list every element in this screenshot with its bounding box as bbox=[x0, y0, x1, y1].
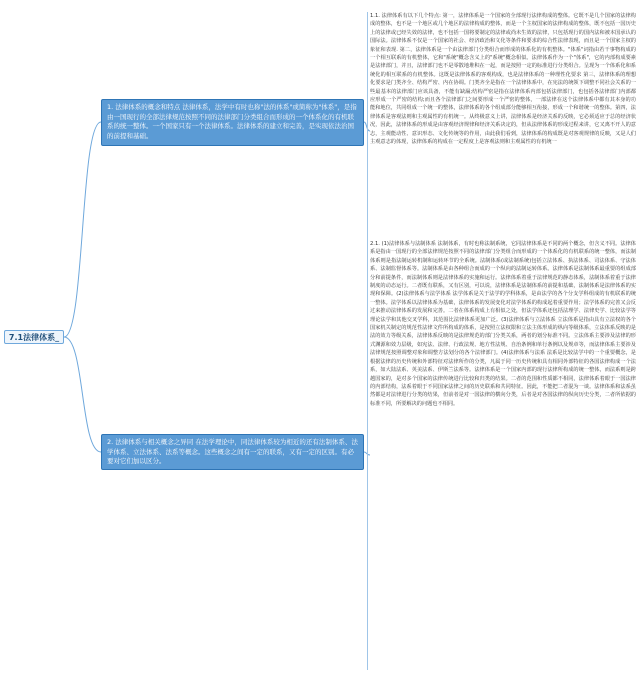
connector-root-branch-2 bbox=[64, 337, 101, 452]
root-node[interactable]: 7.1法律体系_ bbox=[4, 330, 64, 344]
leaf-1-bracket bbox=[367, 12, 368, 250]
leaf-node-features-detail[interactable]: 1.1. 法律体系有以下几个特点: 第一，法律体系是一个国家的全部现行法律构成的整体。它既不是几个国家的法律构成的整体，也不是一个地区或几个地区的法律构成的整体，而是一个主权国家的法律构成的整体，既不包括一国历史上的法律或已经失效的法律，也不包括一国将要制定的法律或尚未生效的法律，只包括现行的国内法和被本国承认的国际法。法律体系不仅是一个国家的社会、经济政治和文化等条件和要求的综合性法律表现，而且是一个国家主权的象征和表现. 第二，法律体系是一个由法律部门分类组合而形成的体系化的有机整体。"体系"词指由若干事物构成的一个相互联系的有机整体，它和"系统"概念含义上的"系统"概念相似。法律体系作为一个"体系"，它的内部构成要素是法律部门，并且，法律部门也不是零散地堆积在一起，而是按照一定的标准进行分类组合。呈现为一个体系化和系统化的相互联系的有机整体。这既是法律体系的客观构成，也是法律体系的一种理性化要求 第三，法律体系的理想化要求是门类齐全、结构严密、内在协调。门类齐全是指在一个法律体系中，在宪法的统领下调整不同社会关系的一些最基本的法律部门应该具备，不能有缺漏;结构严密是指在法律体系内部包括法律部门，也包括各法律部门内部都应形成一个严密的结构;而且各个法律部门之间要形成一个严密的整体，一部法律在这个法律体系中都有其本身的功能和地位，共同组成一个统一的整体，法律体系的各个组成部分能够相互衔接，形成一个和谐统一的整体。第四，法律体系是客观法则和主观属性的有机统一。从终极意义上讲，法律体系是经济关系的反映，它必须适应于总的经济状况，因此，法律体系的形成是由客观经济规律和经济关系决定的，但从法律体系的形成过程来讲，它又离不开人的意志，主观能动性、意识形态、文化传统等的作用，由此我们看到，法律体系的构成既是对客观规律的反映，又是人们主观意志的体现，法律体系的构成在一定程度上是客观法则和主观属性的有机统一 bbox=[370, 13, 636, 146]
connector-root-branch-1 bbox=[64, 122, 101, 337]
branch-node-concept-and-features[interactable]: 1. 法律体系的概念和特点 法律体系，法学中有时也称"法的体系"或简称为"体系"，是指由一国现行的全部法律规范按照不同的法律部门分类组合而形成的一个体系化的有机联系的统一整体。一个国家只有一个法律体系。法律体系的建立和完善，是实现依法治国的前提和基础。 bbox=[101, 99, 364, 146]
leaf-node-related-concepts-detail[interactable]: 2.1. (1)法律体系与法制体系 法制体系，有时也称法制系统，它同法律体系是不同的两个概念，但含义不同。法律体系是指由一国现行的全部法律规范按照不同的法律部门分类组合而形成的一个体系化的有机联系的统一整体，而法制体系则是指法制运转机制和运转环节的全系统。法制体系(或法制系统)包括立法体系、执法体系、司法体系、守法体系、法制监督体系等。法制体系是由各种组合而成的一个纵向的法制运转体系。法律体系是法制体系最重要的组成部分和前提条件，而法制体系则是法律体系的实施和运行。法律体系着重于法律规范的静态体系，法制体系着重于法律制度的动态运行。二者既有联系，又有区别，可以说，法律体系是法制体系的前提和基础，法制体系是法律体系的实现和保障。(2)法律体系与法学体系 法学体系是关于法学的学科体系，是由法学的各个分支学科组成的有机联系的统一整体。法学体系以法律体系为基础，法律体系的发展变化对法学体系的构成起着重要作用；法学体系的完善又会反过来推动法律体系的发展和完善。二者在体系构成上有相似之处，但法学体系还包括法理学、法律史学、比较法学等理论法学和其他交叉学科，其范围比法律体系更加广泛。(3)法律体系与立法体系 立法体系是指由具有立法权的各个国家机关制定的规范性法律文件所构成的体系，是按照立法权限和立法主体形成的纵向等级体系，立法体系反映的是法的效力等级关系，法律体系反映的是法律规范的部门分类关系，两者的划分标准不同。立法体系主要涉及法律的形式渊源和效力层级，如宪法、法律、行政法规、地方性法规、自治条例和单行条例以及规章等，而法律体系主要涉及法律规范按照调整对象和调整方法划分的各个法律部门。(4)法律体系与法系 法系是比较法学中的一个重要概念，是根据法律的历史传统和外部特征对法律所作的分类，凡属于同一历史传统和具有相同外部特征的各国法律构成一个法系，如大陆法系、英美法系、伊斯兰法系等。法律体系是一个国家内部的现行法律所构成的统一整体，而法系则是跨越国家的，是对多个国家的法律传统进行比较和归类的结果。二者的范围和性质都不相同，法律体系着眼于一国法律的内部结构，法系着眼于不同国家法律之间的历史联系和共同特征。因此，不能把二者混为一谈。法律体系和法系虽然都是对法律进行分类的结果，但前者是对一国法律的横向分类，后者是对各国法律的纵向历史分类，二者所依据的标准不同，所要解决的问题也不相同。 bbox=[370, 241, 636, 407]
branch-node-related-concepts[interactable]: 2. 法律体系与相关概念之异同 在法学理论中，同法律体系较为相近的还有法制体系、法学体系、立法体系、法系等概念。这些概念之间有一定的联系，又有一定的区别。有必要对它们加以区分。 bbox=[101, 434, 364, 470]
leaf-2-bracket bbox=[367, 240, 368, 670]
